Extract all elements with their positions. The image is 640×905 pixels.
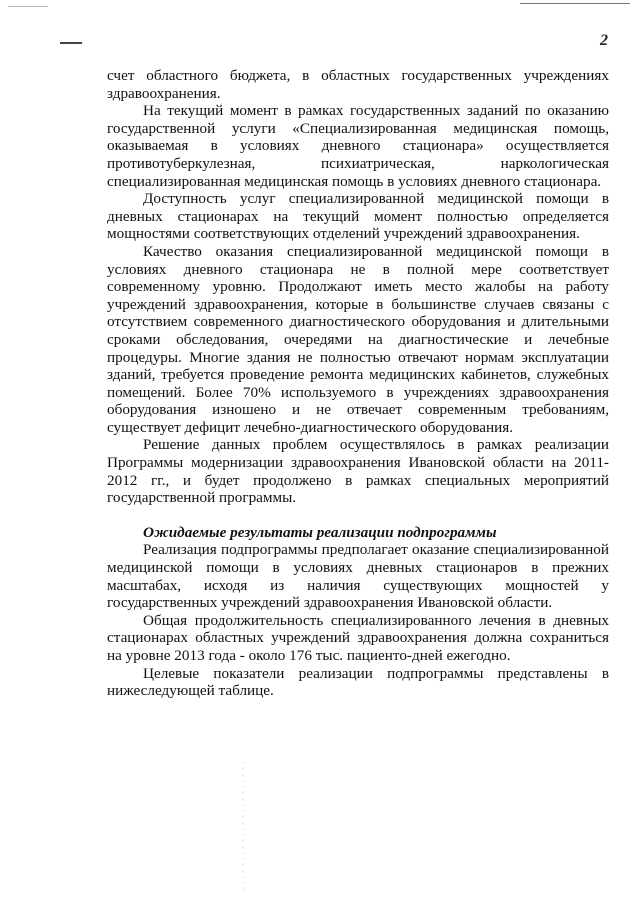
paragraph: Доступность услуг специализированной медицинской помощи в дневных стационарах на текущий момент полностью определяется мощностями соответствующих отделений учреждений здравоохранения. bbox=[107, 190, 609, 243]
scan-artifact-dash bbox=[60, 42, 82, 44]
page-number: 2 bbox=[600, 32, 608, 49]
paragraph: Общая продолжительность специализированного лечения в дневных стационарах областных учреждений здравоохранения должна сохраниться на уровне 2013 года - около 176 тыс. пациенто-дней ежегодно. bbox=[107, 611, 609, 664]
section-heading: Ожидаемые результаты реализации подпрограммы bbox=[143, 523, 497, 541]
document-body bbox=[107, 67, 609, 700]
scan-artifact-dots bbox=[242, 760, 244, 890]
paragraph: Целевые показатели реализации подпрограммы представлены в нижеследующей таблице. bbox=[107, 664, 609, 700]
scan-artifact-line bbox=[8, 6, 48, 7]
paragraph: Качество оказания специализированной медицинской помощи в условиях дневного стационара не в полной мере соответствует современному уровню. Продолжают иметь место жалобы на работу учреждений здравоохранения, которые в большинстве случаев связаны с отсутствием современного диагностического оборудования и длительными сроками обследования, очередями на диагностические и лечебные процедуры. Многие здания не полностью отвечают нормам эксплуатации зданий, требуется проведение ремонта медицинских кабинетов, служебных помещений. Более 70% используемого в учреждениях здравоохранения оборудования изношено и не отвечает современным требованиям, существует дефицит лечебно-диагностического оборудования. bbox=[107, 242, 609, 436]
paragraph: Реализация подпрограммы предполагает оказание специализированной медицинской помощи в условиях дневных стационаров в прежних масштабах, исходя из наличия существующих мощностей у государственных учреждений здравоохранения Ивановской области. bbox=[107, 541, 609, 612]
paragraph: На текущий момент в рамках государственных заданий по оказанию государственной услуги «Специализированная медицинская помощь, оказываемая в условиях дневного стационара» осуществляется противотуберкулезная, психиатрическая, наркологическая специализированная медицинская помощь в условиях дневного стационара. bbox=[107, 102, 609, 190]
paragraph: счет областного бюджета, в областных государственных учреждениях здравоохранения. bbox=[107, 67, 609, 102]
scan-artifact-line bbox=[520, 3, 630, 4]
paragraph: Решение данных проблем осуществлялось в рамках реализации Программы модернизации здравоохранения Ивановской области на 2011-2012 гг., и будет продолжено в рамках специальных мероприятий государственной программы. bbox=[107, 436, 609, 507]
